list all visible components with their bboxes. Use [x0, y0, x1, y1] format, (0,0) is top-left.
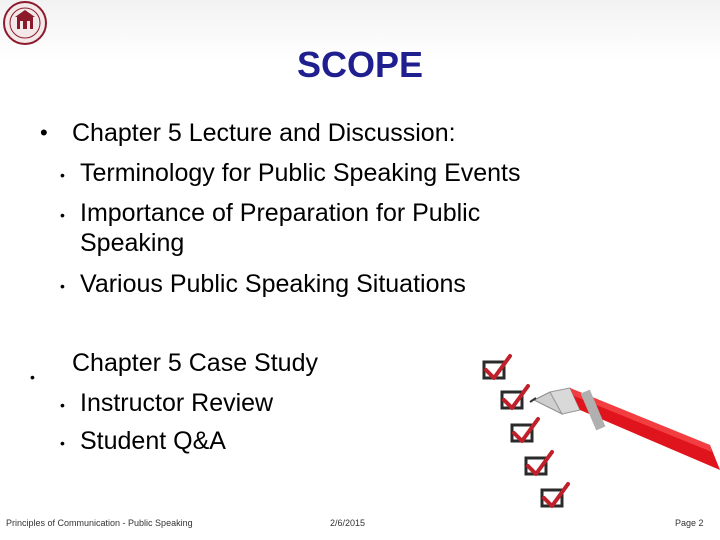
footer-page: Page 2 — [675, 518, 704, 528]
bullet-icon: • — [30, 369, 35, 385]
sub-item-importance: Importance of Preparation for Public — [80, 199, 481, 227]
bullet-item-case-study: Chapter 5 Case Study — [72, 349, 318, 377]
sub-bullet-icon: • — [60, 435, 65, 451]
checklist-pen-image — [470, 330, 720, 520]
sub-item-terminology: Terminology for Public Speaking Events — [80, 159, 521, 187]
bullet-item-lecture: Chapter 5 Lecture and Discussion: — [72, 119, 456, 147]
sub-bullet-icon: • — [60, 278, 65, 294]
sub-bullet-icon: • — [60, 207, 65, 223]
bullet-icon: • — [40, 120, 48, 145]
sub-item-instructor-review: Instructor Review — [80, 389, 274, 417]
slide-title: SCOPE — [296, 44, 424, 85]
sub-item-situations: Various Public Speaking Situations — [80, 270, 466, 298]
sub-bullet-icon: • — [60, 167, 65, 183]
sub-bullet-icon: • — [60, 397, 65, 413]
sub-item-student-qa: Student Q&A — [80, 427, 226, 455]
sub-item-importance-cont: Speaking — [80, 229, 185, 257]
footer-date: 2/6/2015 — [330, 518, 366, 528]
footer-course: Principles of Communication - Public Speaking — [6, 518, 193, 528]
